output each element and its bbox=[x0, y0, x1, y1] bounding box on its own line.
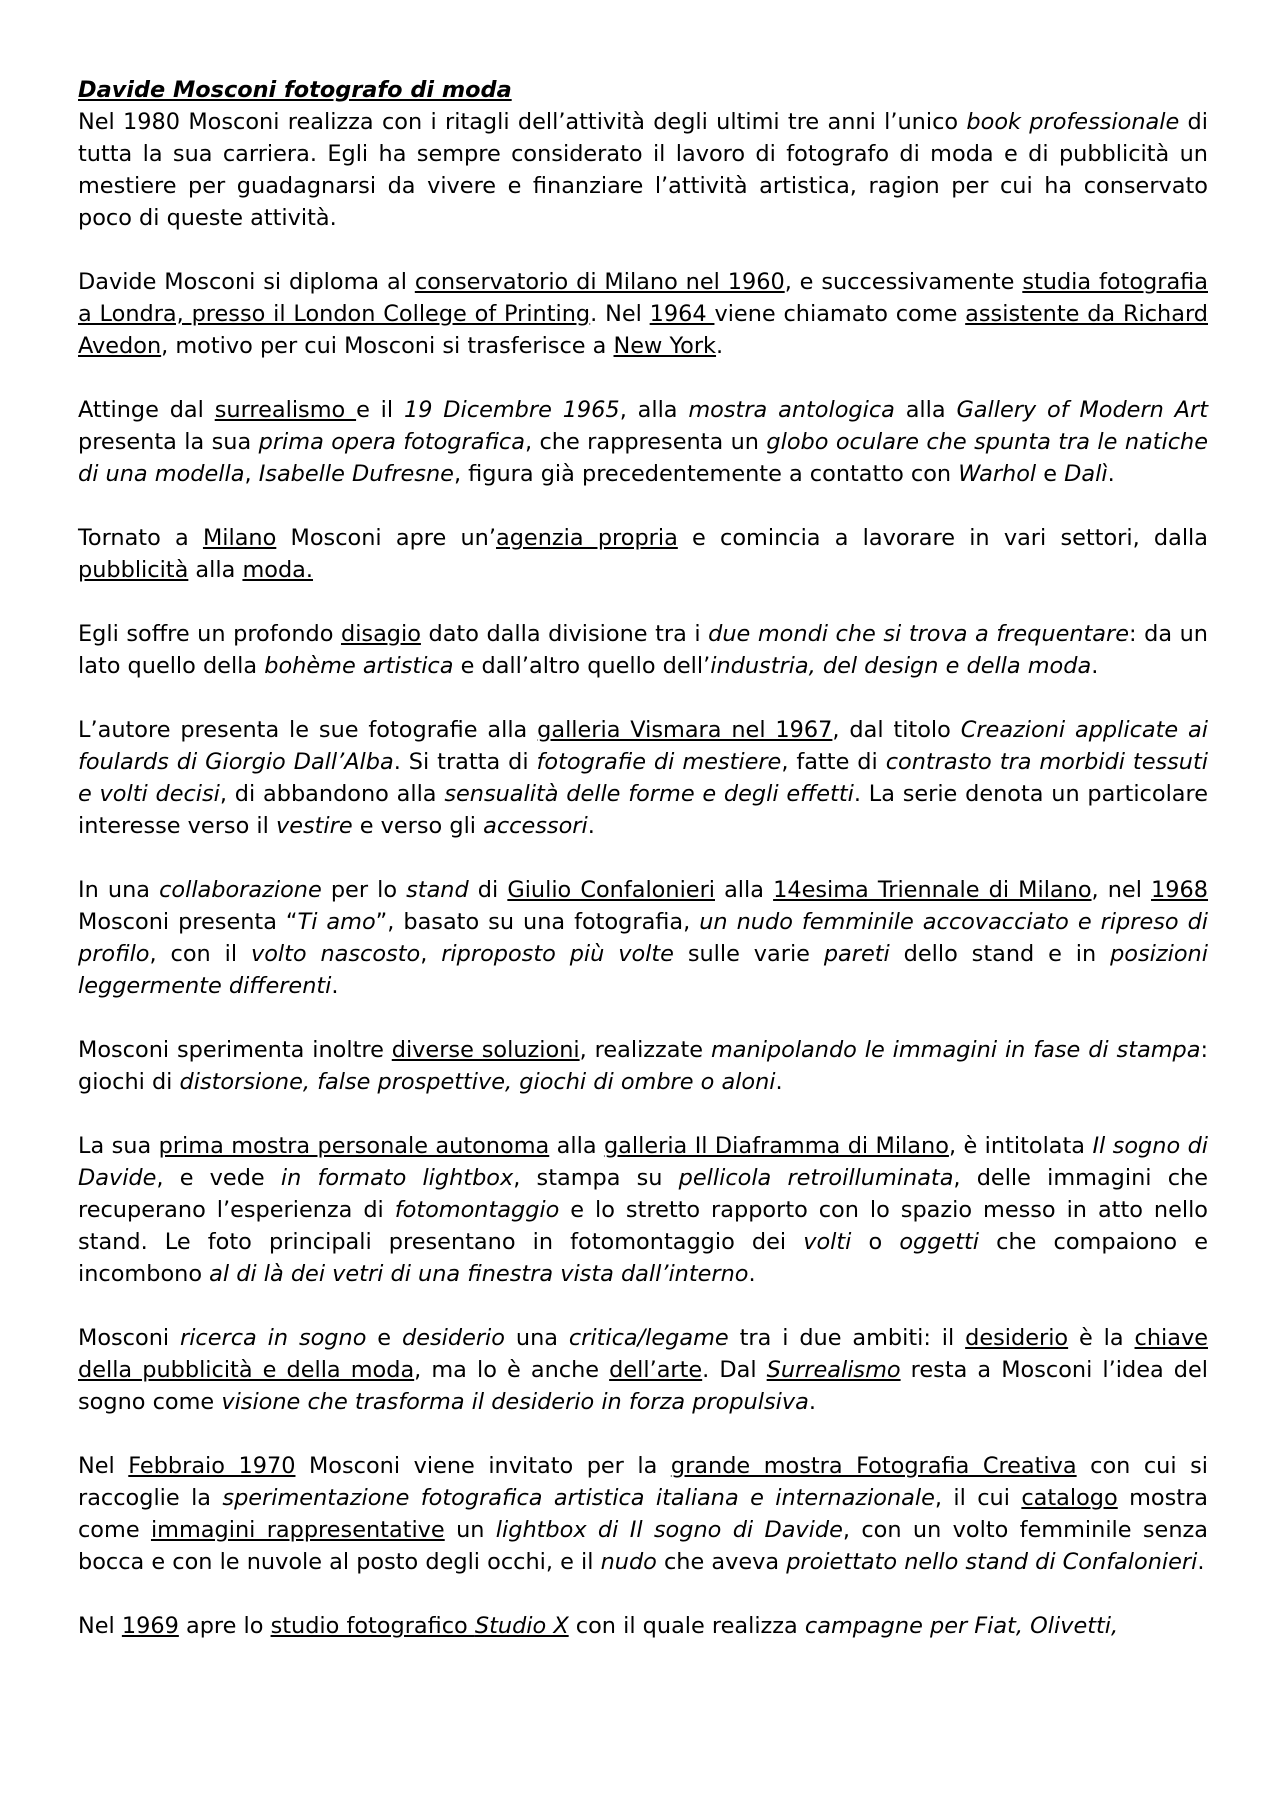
italic-text: pellicola retroilluminata bbox=[678, 1165, 954, 1191]
underlined-text: conservatorio di Milano nel 1960 bbox=[414, 269, 785, 295]
text-run: dello stand e in bbox=[889, 941, 1111, 967]
text-run: Nel 1980 Mosconi realizza con i ritagli dell’attività degli ultimi tre anni l’unico bbox=[78, 109, 967, 135]
paragraph bbox=[78, 106, 1208, 234]
text-run: alla bbox=[549, 1133, 604, 1159]
text-run: . bbox=[748, 1261, 756, 1287]
text-run: che compaiono e incombono bbox=[78, 1229, 1208, 1287]
italic-text: un nudo femminile accovacciato e ripreso di profilo bbox=[78, 909, 1209, 967]
text-run: alla bbox=[188, 557, 243, 583]
paragraph bbox=[78, 1034, 1208, 1098]
italic-text: sperimentazione fotografica artistica italiana e internazionale bbox=[222, 1485, 935, 1511]
italic-text: bohème artistica bbox=[264, 653, 454, 679]
text-run: e comincia a lavorare in vari settori, dalla bbox=[677, 525, 1208, 551]
underlined-text: assistente da Richard Avedon bbox=[78, 301, 1208, 359]
text-run: , dal titolo bbox=[832, 717, 961, 743]
text-run: un bbox=[444, 1517, 496, 1543]
text-run: . bbox=[331, 973, 339, 999]
text-run: e bbox=[1036, 461, 1065, 487]
underlined-text: Giulio Confalonieri bbox=[507, 877, 715, 903]
underlined-text: dell’arte bbox=[609, 1357, 703, 1383]
underlined-text: Febbraio 1970 bbox=[128, 1453, 296, 1479]
text-run: La sua bbox=[78, 1133, 159, 1159]
text-run: o bbox=[851, 1229, 900, 1255]
underlined-text: 14esima Triennale di Milano bbox=[773, 877, 1092, 903]
text-run: , stampa su bbox=[513, 1165, 679, 1191]
text-run: Mosconi sperimenta inoltre bbox=[78, 1037, 392, 1063]
italic-text: stand bbox=[406, 877, 469, 903]
text-run: mostra come bbox=[78, 1485, 1209, 1543]
text-run: Attinge dal bbox=[78, 397, 215, 423]
underlined-text: prima mostra personale autonoma bbox=[158, 1133, 550, 1159]
text-run: : da un lato quello della bbox=[78, 621, 1208, 679]
text-run: , e successivamente bbox=[784, 269, 1023, 295]
paragraph bbox=[78, 618, 1208, 682]
text-run: , che rappresenta un bbox=[524, 429, 767, 455]
italic-text: mostra antologica bbox=[688, 397, 895, 423]
text-run: , di abbandono alla bbox=[219, 781, 445, 807]
text-run: : giochi di bbox=[78, 1037, 1208, 1095]
text-run: L’autore presenta le sue fotografie alla bbox=[78, 717, 538, 743]
italic-text: pareti bbox=[823, 941, 890, 967]
document-page bbox=[78, 74, 1208, 1642]
paragraph bbox=[78, 1610, 1208, 1642]
text-run: è la bbox=[1068, 1325, 1135, 1351]
italic-text: manipolando le immagini in fase di stampa bbox=[710, 1037, 1201, 1063]
text-run: tra i due ambiti: il bbox=[728, 1325, 966, 1351]
underlined-text: disagio bbox=[340, 621, 421, 647]
text-run: , il cui bbox=[934, 1485, 1022, 1511]
italic-text: riproposto più volte bbox=[441, 941, 674, 967]
text-run: , alla bbox=[619, 397, 689, 423]
underlined-text: galleria Il Diaframma di Milano bbox=[603, 1133, 949, 1159]
text-run: , fatte di bbox=[781, 749, 886, 775]
text-run: , con il bbox=[149, 941, 251, 967]
italic-text: visione che trasforma il desiderio in forza propulsiva bbox=[221, 1389, 809, 1415]
underlined-text: diverse soluzioni bbox=[391, 1037, 580, 1063]
text-run: apre lo bbox=[178, 1613, 271, 1639]
text-run: e lo stretto rapporto con lo spazio messo in atto nello stand. Le foto principali presentano in fotomontaggio dei bbox=[78, 1197, 1208, 1255]
text-run: , delle immagini che recuperano l’esperienza di bbox=[78, 1165, 1208, 1223]
paragraph bbox=[78, 1322, 1208, 1418]
text-run: , realizzate bbox=[579, 1037, 711, 1063]
italic-text: Gallery of Modern Art bbox=[956, 397, 1208, 423]
text-run: Nel bbox=[78, 1453, 129, 1479]
text-run: e verso gli bbox=[352, 813, 484, 839]
text-run: , bbox=[244, 461, 259, 487]
text-run: alla bbox=[715, 877, 774, 903]
italic-text: Ti amo bbox=[297, 909, 376, 935]
underlined-text: chiave della pubblicità e della moda bbox=[78, 1325, 1208, 1383]
document-body bbox=[78, 106, 1208, 1642]
text-run: . Dal bbox=[702, 1357, 767, 1383]
text-run: alla bbox=[894, 397, 957, 423]
text-run: . Nel bbox=[590, 301, 650, 327]
text-run: Nel bbox=[78, 1613, 122, 1639]
italic-text: contrasto tra morbidi tessuti e volti decisi bbox=[78, 749, 1208, 807]
italic-text: Warhol bbox=[958, 461, 1037, 487]
text-run: sulle varie bbox=[673, 941, 824, 967]
text-run: una bbox=[504, 1325, 569, 1351]
text-run: Egli soffre un profondo bbox=[78, 621, 341, 647]
text-run: e bbox=[366, 1325, 402, 1351]
text-run: Mosconi presenta “ bbox=[78, 909, 298, 935]
italic-text: industria, del design e della moda bbox=[710, 653, 1092, 679]
underlined-text: New York bbox=[613, 333, 717, 359]
italic-text: lightbox di Il sogno di Davide bbox=[495, 1517, 843, 1543]
text-run: viene chiamato come bbox=[714, 301, 966, 327]
underlined-text: studia fotografia a Londra, presso il London College of Printing bbox=[78, 269, 1208, 327]
text-run: . Si tratta di bbox=[393, 749, 537, 775]
text-run: di bbox=[468, 877, 508, 903]
underlined-text: moda. bbox=[242, 557, 313, 583]
italic-text: fotomontaggio bbox=[394, 1197, 560, 1223]
text-run: . bbox=[775, 1069, 783, 1095]
underlined-text: pubblicità bbox=[78, 557, 189, 583]
italic-text: oggetti bbox=[899, 1229, 980, 1255]
underlined-text: catalogo bbox=[1021, 1485, 1118, 1511]
text-run: , con un volto femminile senza bocca e con le nuvole al posto degli occhi, e il bbox=[78, 1517, 1209, 1575]
italic-text: Creazioni applicate ai foulards di Giorgio Dall’Alba bbox=[78, 717, 1208, 775]
text-run: e dall’altro quello dell’ bbox=[453, 653, 711, 679]
text-run: . bbox=[1107, 461, 1115, 487]
text-run: Davide Mosconi si diploma al bbox=[78, 269, 415, 295]
text-run: . bbox=[587, 813, 595, 839]
text-run: . bbox=[808, 1389, 816, 1415]
text-run: per lo bbox=[321, 877, 407, 903]
italic-text: book professionale bbox=[966, 109, 1180, 135]
paragraph bbox=[78, 714, 1208, 842]
italic-text: 19 Dicembre 1965 bbox=[403, 397, 620, 423]
text-run: Mosconi bbox=[78, 1325, 180, 1351]
underlined-text: studio fotografico bbox=[270, 1613, 475, 1639]
italic-text: in formato lightbox bbox=[280, 1165, 514, 1191]
text-run: Mosconi apre un’ bbox=[276, 525, 496, 551]
text-run: , bbox=[420, 941, 442, 967]
italic-text: desiderio bbox=[401, 1325, 505, 1351]
text-run: , e vede bbox=[156, 1165, 281, 1191]
underlined-text: 1964 bbox=[649, 301, 715, 327]
italic-text: nudo bbox=[600, 1549, 657, 1575]
italic-text: Dalì bbox=[1064, 461, 1108, 487]
italic-text: globo oculare che spunta tra le natiche di una modella bbox=[78, 429, 1209, 487]
text-run: Mosconi viene invitato per la bbox=[295, 1453, 671, 1479]
text-run: dato dalla divisione tra i bbox=[420, 621, 709, 647]
italic-text: critica/legame bbox=[568, 1325, 729, 1351]
paragraph bbox=[78, 874, 1208, 1002]
underlined-text: 1969 bbox=[121, 1613, 179, 1639]
paragraph bbox=[78, 1130, 1208, 1290]
paragraph bbox=[78, 1450, 1208, 1578]
italic-text: prima opera fotografica bbox=[258, 429, 525, 455]
text-run: e il bbox=[356, 397, 404, 423]
underlined-text: grande mostra Fotografia Creativa bbox=[670, 1453, 1077, 1479]
italic-text: campagne per Fiat, Olivetti, bbox=[804, 1613, 1119, 1639]
underlined-text: desiderio bbox=[965, 1325, 1069, 1351]
text-run: ”, basato su una fotografia, bbox=[375, 909, 700, 935]
italic-text: due mondi che si trova a frequentare bbox=[708, 621, 1130, 647]
text-run: . bbox=[1197, 1549, 1205, 1575]
italic-text: al di là dei vetri di una finestra vista dall’interno bbox=[209, 1261, 749, 1287]
italic-text: fotografie di mestiere bbox=[536, 749, 782, 775]
text-run: presenta la sua bbox=[78, 429, 259, 455]
italic-text: Il sogno di Davide bbox=[78, 1133, 1209, 1191]
text-run: con cui si raccoglie la bbox=[78, 1453, 1208, 1511]
text-run: , figura già precedentemente a contatto con bbox=[453, 461, 959, 487]
italic-text: distorsione, false prospettive, giochi di ombre o aloni bbox=[179, 1069, 776, 1095]
text-run: , ma lo è anche bbox=[414, 1357, 610, 1383]
paragraph bbox=[78, 522, 1208, 586]
underlined-text: galleria Vismara nel 1967 bbox=[537, 717, 833, 743]
italic-text: volti bbox=[803, 1229, 852, 1255]
underlined-text: Studio X bbox=[474, 1613, 569, 1639]
underlined-text: agenzia propria bbox=[496, 525, 678, 551]
italic-text: vestire bbox=[275, 813, 353, 839]
paragraph bbox=[78, 394, 1208, 490]
text-run: . bbox=[1091, 653, 1099, 679]
italic-text: proiettato nello stand di Confalonieri bbox=[786, 1549, 1198, 1575]
text-run: , nel bbox=[1091, 877, 1152, 903]
underlined-text: surrealismo bbox=[214, 397, 357, 423]
italic-text: Isabelle Dufresne bbox=[258, 461, 454, 487]
text-run: . La serie denota un particolare interesse verso il bbox=[78, 781, 1208, 839]
underlined-text: 1968 bbox=[1151, 877, 1209, 903]
italic-text: posizioni leggermente differenti bbox=[78, 941, 1208, 999]
italic-text: sensualità delle forme e degli effetti bbox=[444, 781, 854, 807]
text-run: con il quale realizza bbox=[568, 1613, 805, 1639]
text-run: Tornato a bbox=[78, 525, 203, 551]
underlined-text: Surrealismo bbox=[766, 1357, 901, 1383]
italic-text: volto nascosto bbox=[250, 941, 421, 967]
italic-text: collaborazione bbox=[159, 877, 322, 903]
text-run: , è intitolata bbox=[948, 1133, 1093, 1159]
document-title: Davide Mosconi fotografo di moda bbox=[78, 77, 512, 103]
paragraph bbox=[78, 266, 1208, 362]
italic-text: ricerca in sogno bbox=[180, 1325, 367, 1351]
text-run: resta a Mosconi l’idea del sogno come bbox=[78, 1357, 1208, 1415]
text-run: che aveva bbox=[656, 1549, 787, 1575]
underlined-text: Milano bbox=[202, 525, 277, 551]
italic-text: accessori bbox=[483, 813, 588, 839]
text-run: , motivo per cui Mosconi si trasferisce a bbox=[161, 333, 614, 359]
text-run: di tutta la sua carriera. Egli ha sempre considerato il lavoro di fotografo di moda e di pubblicità un mestiere per guadagnarsi da vivere e finanziare l’attività artistica, ragion per cui ha conservato poco di queste attività. bbox=[78, 109, 1208, 231]
text-run: . bbox=[716, 333, 724, 359]
text-run: In una bbox=[78, 877, 160, 903]
underlined-text: immagini rappresentative bbox=[150, 1517, 445, 1543]
